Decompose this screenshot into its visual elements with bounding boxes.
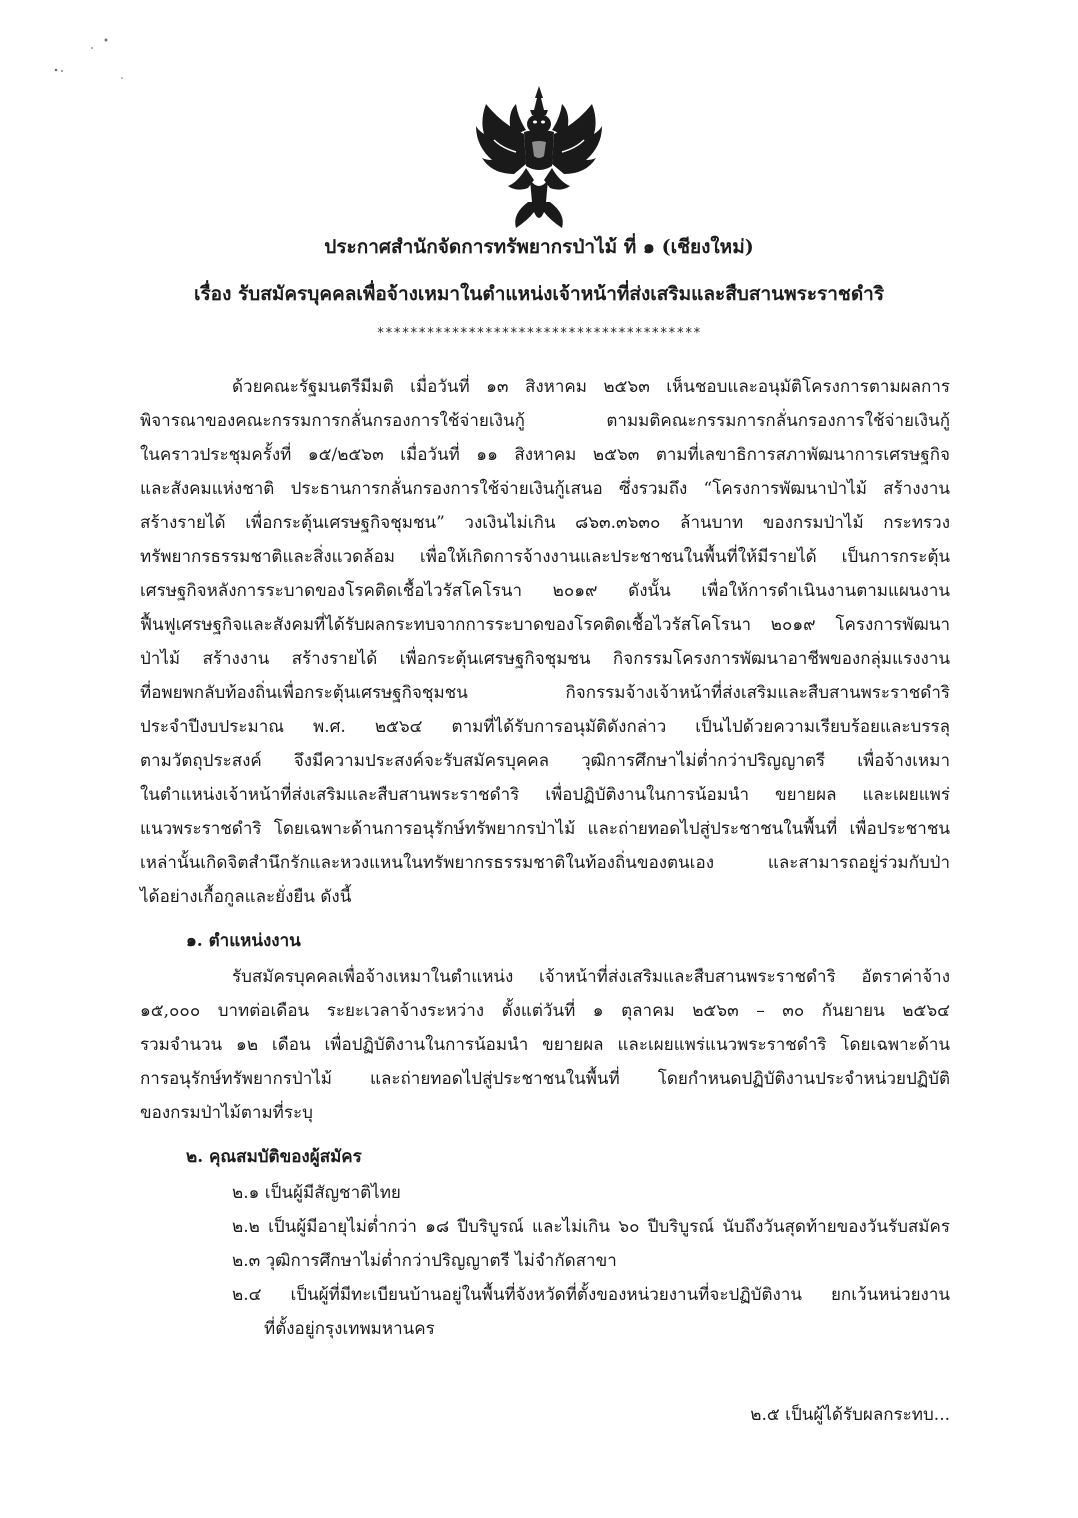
intro-line-11: ประจำปีงบประมาณ พ.ศ. ๒๕๖๔ ตามที่ได้รับการอนุมัติดังกล่าว เป็นไปด้วยความเรียบร้อยและบรรลุ (140, 717, 950, 737)
garuda-emblem-icon (472, 84, 606, 230)
section2-heading: ๒. คุณสมบัติของผู้สมัคร (186, 1147, 362, 1167)
intro-line-15: เหล่านั้นเกิดจิตสำนึกรักและหวงแหนในทรัพยากรธรรมชาติในท้องถิ่นของตนเอง และสามารถอยู่ร่วมกับป่า (140, 853, 950, 873)
section1-line-4: การอนุรักษ์ทรัพยากรป่าไม้ และถ่ายทอดไปสู่ประชาชนในพื้นที่ โดยกำหนดปฏิบัติงานประจำหน่วยปฏิบัติ (140, 1069, 950, 1089)
intro-line-5: สร้างรายได้ เพื่อกระตุ้นเศรษฐกิจชุมชน” วงเงินไม่เกิน ๘๖๓.๓๖๓๐ ล้านบาท ของกรมป่าไม้ กระทรวง (140, 513, 950, 533)
section1-line-2: ๑๕,๐๐๐ บาทต่อเดือน ระยะเวลาจ้างระหว่าง ตั้งแต่วันที่ ๑ ตุลาคม ๒๕๖๓ – ๓๐ กันยายน ๒๕๖๔ (140, 1001, 950, 1021)
intro-line-9: ป่าไม้ สร้างงาน สร้างรายได้ เพื่อกระตุ้นเศรษฐกิจชุมชน กิจกรรมโครงการพัฒนาอาชีพของกลุ่มแรงงาน (140, 649, 950, 669)
intro-line-16: ได้อย่างเกื้อกูลและยั่งยืน ดังนี้ (140, 887, 352, 907)
qualification-item-3: ๒.๓ วุฒิการศึกษาไม่ต่ำกว่าปริญญาตรี ไม่จำกัดสาขา (232, 1251, 617, 1271)
qualification-item-1: ๒.๑ เป็นผู้มีสัญชาติไทย (232, 1183, 401, 1203)
announcement-subject: เรื่อง รับสมัครบุคคลเพื่อจ้างเหมาในตำแหน่งเจ้าหน้าที่ส่งเสริมและสืบสานพระราชดำริ (193, 283, 885, 305)
qualification-item-2: ๒.๒ เป็นผู้มีอายุไม่ต่ำกว่า ๑๘ ปีบริบูรณ์ และไม่เกิน ๖๐ ปีบริบูรณ์ นับถึงวันสุดท้ายของวันรับสมัคร (232, 1217, 950, 1237)
qualification-item-4-cont: ที่ตั้งอยู่กรุงเทพมหานคร (264, 1319, 435, 1339)
intro-line-1: ด้วยคณะรัฐมนตรีมีมติ เมื่อวันที่ ๑๓ สิงหาคม ๒๕๖๓ เห็นชอบและอนุมัติโครงการตามผลการ (232, 377, 950, 397)
intro-line-2: พิจารณาของคณะกรรมการกลั่นกรองการใช้จ่ายเงินกู้ ตามมติคณะกรรมการกลั่นกรองการใช้จ่ายเงินกู้ (140, 411, 950, 431)
intro-line-12: ตามวัตถุประสงค์ จึงมีความประสงค์จะรับสมัครบุคคล วุฒิการศึกษาไม่ต่ำกว่าปริญญาตรี เพื่อจ้างเหมา (140, 751, 950, 771)
intro-line-10: ที่อพยพกลับท้องถิ่นเพื่อกระตุ้นเศรษฐกิจชุมชน กิจกรรมจ้างเจ้าหน้าที่ส่งเสริมและสืบสานพระราชดำริ (140, 683, 950, 703)
scan-specks (40, 30, 140, 100)
intro-line-6: ทรัพยากรธรรมชาติและสิ่งแวดล้อม เพื่อให้เกิดการจ้างงานและประชาชนในพื้นที่ให้มีรายได้ เป็นการกระตุ้น (140, 547, 950, 567)
intro-line-3: ในคราวประชุมครั้งที่ ๑๕/๒๕๖๓ เมื่อวันที่ ๑๑ สิงหาคม ๒๕๖๓ ตามที่เลขาธิการสภาพัฒนาการเศรษฐกิจ (140, 445, 950, 465)
intro-line-8: ฟื้นฟูเศรษฐกิจและสังคมที่ได้รับผลกระทบจากการระบาดของโรคติดเชื้อไวรัสโคโรนา ๒๐๑๙ โครงการพัฒนา (140, 615, 950, 635)
section1-heading: ๑. ตำแหน่งงาน (186, 931, 301, 951)
intro-line-13: ในตำแหน่งเจ้าหน้าที่ส่งเสริมและสืบสานพระราชดำริ เพื่อปฏิบัติงานในการน้อมนำ ขยายผล และเผยแพร่ (140, 785, 950, 805)
continuation-marker: ๒.๕ เป็นผู้ได้รับผลกระทบ... (750, 1405, 950, 1425)
section1-line-5: ของกรมป่าไม้ตามที่ระบุ (140, 1103, 313, 1123)
intro-line-4: และสังคมแห่งชาติ ประธานการกลั่นกรองการใช้จ่ายเงินกู้เสนอ ซึ่งรวมถึง “โครงการพัฒนาป่าไม้ สร้างงาน (140, 479, 950, 499)
section1-line-1: รับสมัครบุคคลเพื่อจ้างเหมาในตำแหน่ง เจ้าหน้าที่ส่งเสริมและสืบสานพระราชดำริ อัตราค่าจ้าง (232, 967, 950, 987)
intro-line-7: เศรษฐกิจหลังการระบาดของโรคติดเชื้อไวรัสโคโรนา ๒๐๑๙ ดังนั้น เพื่อให้การดำเนินงานตามแผนงาน (140, 581, 950, 601)
announcement-title: ประกาศสำนักจัดการทรัพยากรป่าไม้ ที่ ๑ (เชียงใหม่) (324, 236, 754, 258)
section1-line-3: รวมจำนวน ๑๒ เดือน เพื่อปฏิบัติงานในการน้อมนำ ขยายผล และเผยแพร่แนวพระราชดำริ โดยเฉพาะด้าน (140, 1035, 950, 1055)
qualification-item-4: ๒.๔ เป็นผู้ที่มีทะเบียนบ้านอยู่ในพื้นที่จังหวัดที่ตั้งของหน่วยงานที่จะปฏิบัติงาน ยกเว้นหน่วยงาน (232, 1285, 950, 1305)
separator-line: *************************************** (376, 326, 702, 341)
intro-line-14: แนวพระราชดำริ โดยเฉพาะด้านการอนุรักษ์ทรัพยากรป่าไม้ และถ่ายทอดไปสู่ประชาชนในพื้นที่ เพื่อประชาชน (140, 819, 950, 839)
